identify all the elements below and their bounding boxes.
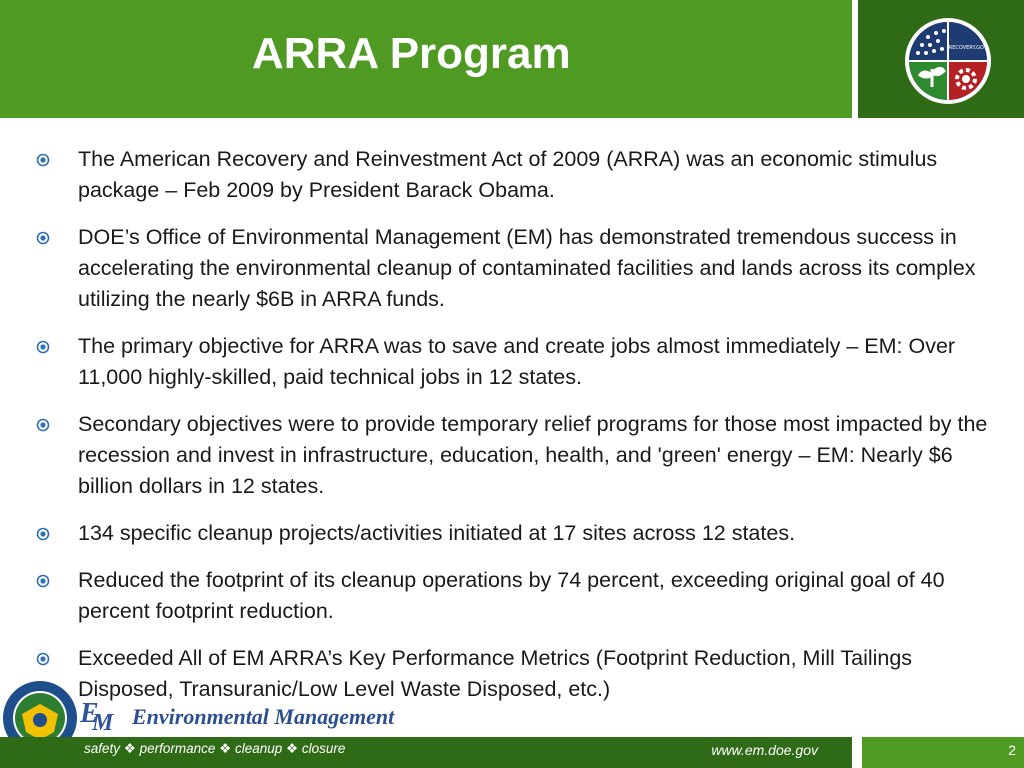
radio-bullet-icon [36, 153, 50, 167]
org-name: Environmental Management [132, 704, 395, 729]
radio-bullet-icon [36, 652, 50, 666]
bullet-text: The primary objective for ARRA was to save and create jobs almost immediately – EM: Over 11,000 highly-skilled, paid technical jobs in 12 states. [78, 334, 956, 389]
bullet-item [32, 222, 998, 315]
bullet-text: 134 specific cleanup projects/activities initiated at 17 sites across 12 states. [78, 521, 796, 545]
bullet-item [32, 643, 998, 705]
slide-title: ARRA Program [252, 29, 571, 78]
radio-bullet-icon [36, 574, 50, 588]
radio-bullet-icon [36, 340, 50, 354]
bullet-item [32, 409, 998, 502]
recovery-gov-logo [904, 17, 992, 105]
footer-tagline: safety ❖ performance ❖ cleanup ❖ closure [84, 741, 346, 756]
bullet-item [32, 331, 998, 393]
bullet-text: Secondary objectives were to provide temporary relief programs for those most impacted by the recession and invest in infrastructure, education, health, and 'green' energy – EM: Nearly $6 billion dollars in 12 states. [78, 412, 988, 498]
bullet-text: DOE’s Office of Environmental Management (EM) has demonstrated tremendous success in accelerating the environmental cleanup of contaminated facilities and lands across its complex utilizing the nearly $6B in ARRA funds. [78, 225, 976, 311]
radio-bullet-icon [36, 527, 50, 541]
footer-divider [852, 737, 862, 768]
em-logo [78, 698, 118, 734]
svg-text:RECOVERY.GOV: RECOVERY.GOV [948, 45, 988, 51]
bullet-text: The American Recovery and Reinvestment Act of 2009 (ARRA) was an economic stimulus package – Feb 2009 by President Barack Obama. [78, 147, 938, 202]
radio-bullet-icon [36, 231, 50, 245]
radio-bullet-icon [36, 418, 50, 432]
em-logo-m: M [92, 710, 114, 736]
bullet-text: Reduced the footprint of its cleanup operations by 74 percent, exceeding original goal of 40 percent footprint reduction. [78, 568, 945, 623]
page-number: 2 [1008, 742, 1016, 758]
bullet-item [32, 518, 998, 549]
header-rule [0, 118, 1024, 121]
bullet-text: Exceeded All of EM ARRA’s Key Performance Metrics (Footprint Reduction, Mill Tailings Disposed, Transuranic/Low Level Waste Disposed, etc.) [78, 646, 913, 701]
bullet-item [32, 565, 998, 627]
bullet-list [32, 144, 998, 721]
em-logo-e: E [80, 698, 99, 729]
bullet-item [32, 144, 998, 206]
footer-website: www.em.doe.gov [711, 742, 818, 758]
